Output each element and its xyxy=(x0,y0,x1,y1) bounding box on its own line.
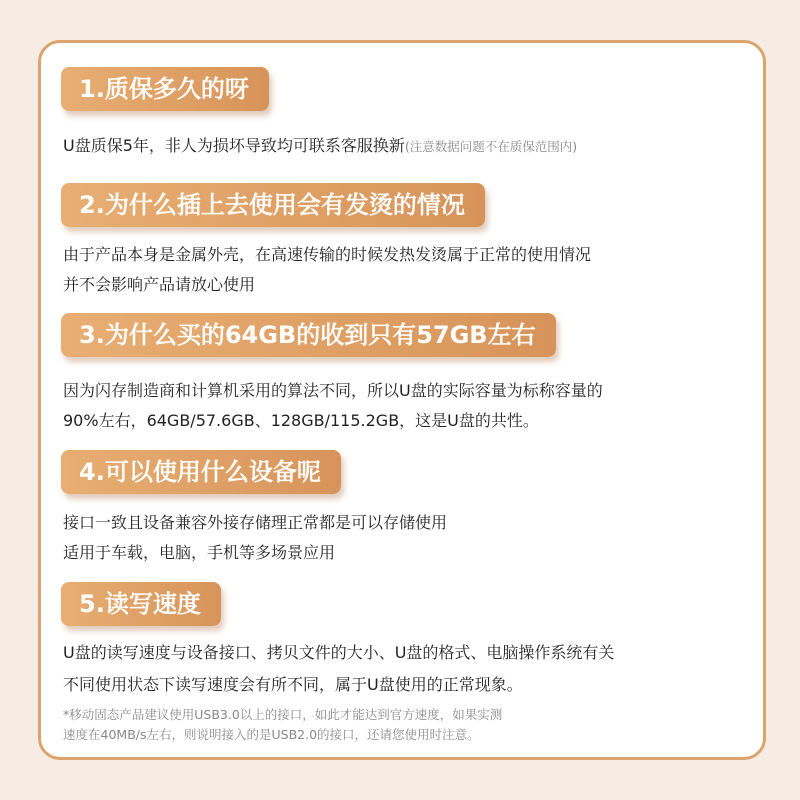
faq-card xyxy=(38,40,766,760)
footnote-line-1: *移动固态产品建议使用USB3.0以上的接口，如此才能达到官方速度，如果实测 xyxy=(63,707,503,722)
section-4-line-2: 适用于车载，电脑，手机等多场景应用 xyxy=(63,543,336,562)
section-4-line-1: 接口一致且设备兼容外接存储理正常都是可以存储使用 xyxy=(63,513,448,532)
section-4-title: 4.可以使用什么设备呢 xyxy=(61,450,341,494)
section-5-line-1: U盘的读写速度与设备接口、拷贝文件的大小、U盘的格式、电脑操作系统有关 xyxy=(63,643,615,662)
section-2-line-1: 由于产品本身是金属外壳，在高速传输的时候发热发烫属于正常的使用情况 xyxy=(63,245,592,264)
section-1-title: 1.质保多久的呀 xyxy=(61,67,269,111)
section-3-title: 3.为什么买的64GB的收到只有57GB左右 xyxy=(61,313,556,357)
section-2-line-2: 并不会影响产品请放心使用 xyxy=(63,275,256,294)
section-3-line-2: 90%左右，64GB/57.6GB、128GB/115.2GB，这是U盘的共性。 xyxy=(63,411,539,430)
section-5-line-2: 不同使用状态下读写速度会有所不同，属于U盘使用的正常现象。 xyxy=(63,675,523,694)
footnote-line-2: 速度在40MB/s左右，则说明接入的是USB2.0的接口，还请您使用时注意。 xyxy=(63,727,480,742)
section-1-note: (注意数据问题不在质保范围内) xyxy=(404,139,578,154)
section-5-title: 5.读写速度 xyxy=(61,582,221,626)
section-3-line-1: 因为闪存制造商和计算机采用的算法不同，所以U盘的实际容量为标称容量的 xyxy=(63,381,603,400)
section-1-line-1: U盘质保5年，非人为损坏导致均可联系客服换新 xyxy=(63,136,405,155)
section-1-text xyxy=(63,131,577,162)
section-2-title: 2.为什么插上去使用会有发烫的情况 xyxy=(61,183,485,227)
